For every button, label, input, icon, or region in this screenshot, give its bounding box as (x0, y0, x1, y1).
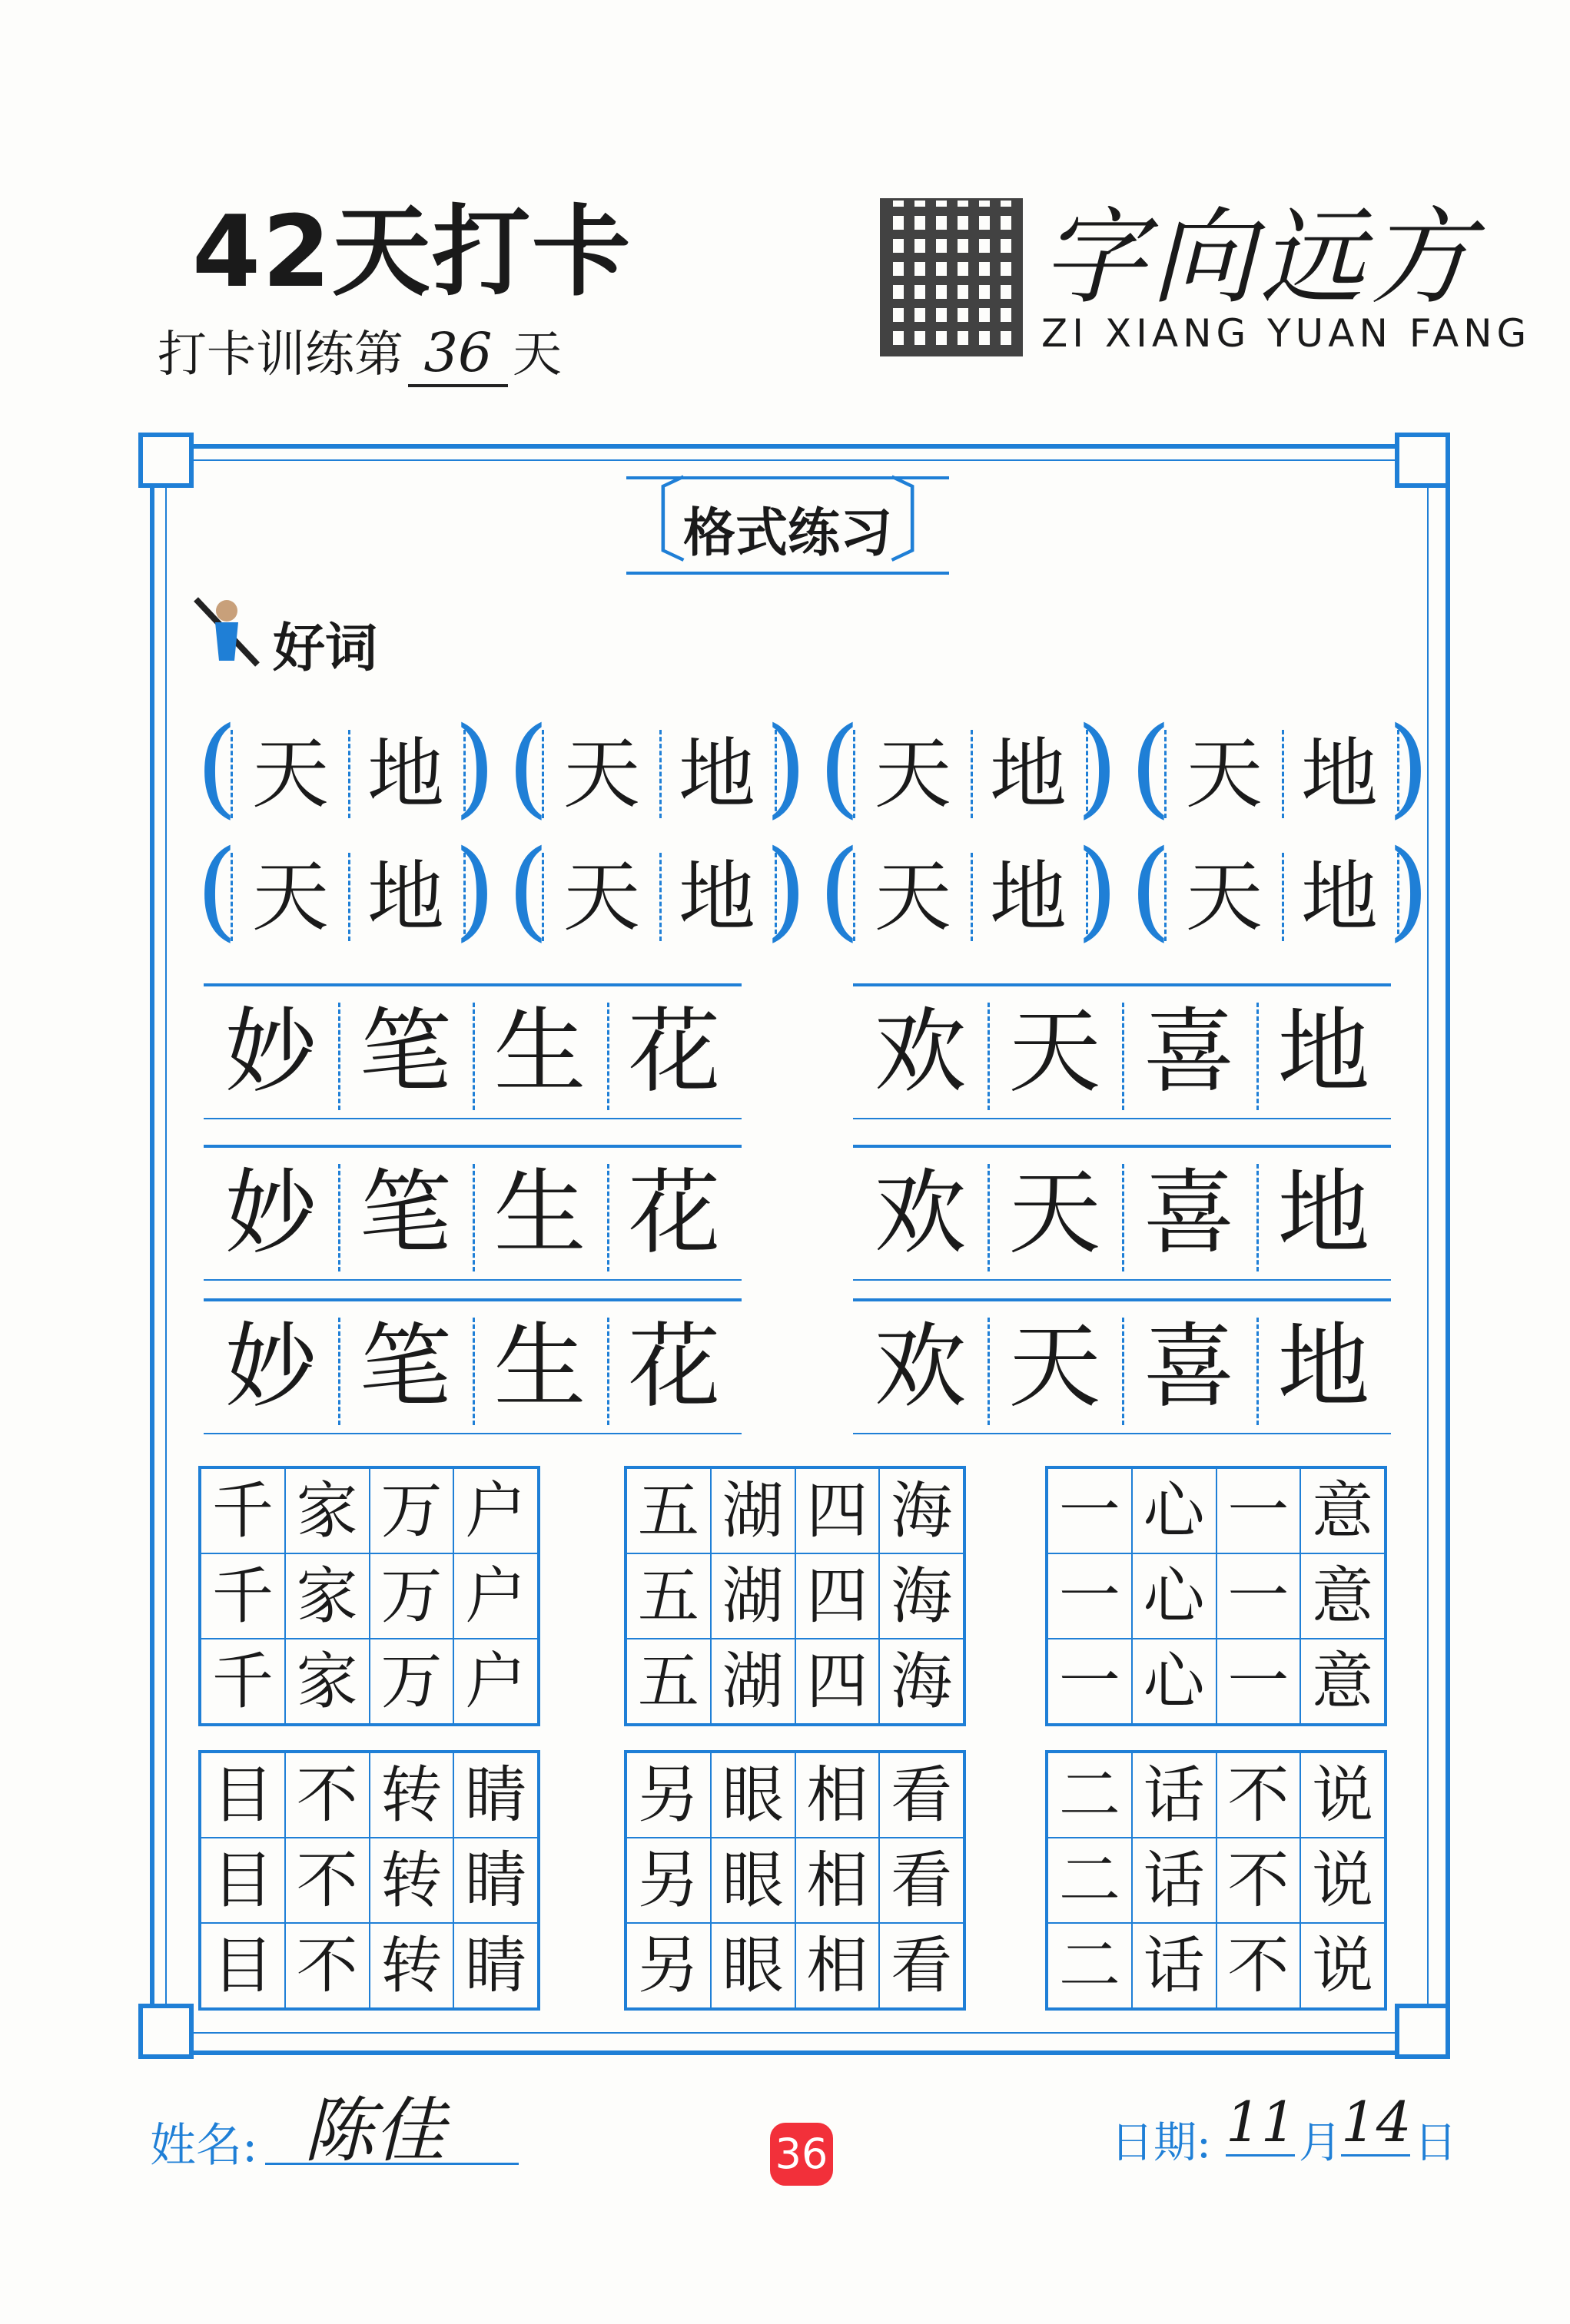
grid-cell: 四 (795, 1639, 880, 1725)
day-counter (158, 315, 562, 387)
grid-cell: 转 (370, 1838, 454, 1923)
paren-right-icon: ) (765, 827, 807, 953)
bracket-word-cell (196, 827, 496, 953)
grid-cell: 说 (1300, 1923, 1386, 2009)
idiom-char: 生 (493, 1160, 586, 1267)
idiom-char: 笔 (359, 999, 452, 1106)
lined-idiom-block (204, 983, 742, 1133)
section-title: 格式练习 (682, 503, 892, 564)
grid-cell: 相 (795, 1752, 880, 1838)
grid-cell: 心 (1132, 1467, 1217, 1553)
word-char: 天 (875, 852, 951, 942)
frame-corner-ornament (1395, 2004, 1450, 2059)
word-char: 地 (1301, 729, 1378, 819)
paren-right-icon: ) (453, 704, 496, 830)
grid-cell: 四 (795, 1553, 880, 1639)
idiom-char: 地 (1277, 999, 1370, 1106)
grid-cell: 湖 (711, 1553, 795, 1639)
word-char: 天 (1186, 852, 1263, 942)
idiom-char: 花 (628, 999, 721, 1106)
word-char: 地 (990, 729, 1067, 819)
grid-row (1047, 1838, 1386, 1923)
banner-bracket-right-icon: 〕 (888, 469, 980, 575)
idiom-char: 花 (628, 1314, 721, 1421)
grid-cell: 意 (1300, 1639, 1386, 1725)
grid-row (626, 1923, 964, 2009)
grid-cell: 一 (1047, 1639, 1132, 1725)
grid-cell: 千 (200, 1467, 285, 1553)
frame-corner-ornament (1395, 433, 1450, 488)
grid-cell: 意 (1300, 1553, 1386, 1639)
grid-cell: 话 (1132, 1923, 1217, 2009)
grid-cell: 意 (1300, 1467, 1386, 1553)
idiom-char: 喜 (1143, 999, 1236, 1106)
lined-idiom-block (853, 1145, 1391, 1295)
bracket-word-cell (1130, 704, 1429, 830)
grid-cell: 不 (1217, 1838, 1301, 1923)
paren-right-icon: ) (1387, 704, 1429, 830)
paren-left-icon: ( (507, 704, 549, 830)
banner-bracket-left-icon: 〔 (596, 469, 688, 575)
word-char: 地 (679, 729, 755, 819)
date-day-label: 日 (1414, 2118, 1457, 2168)
grid-cell: 不 (1217, 1752, 1301, 1838)
grid-cell: 看 (879, 1923, 964, 2009)
words-heading: 好词 (273, 618, 378, 679)
grid-row (626, 1838, 964, 1923)
idiom-char: 地 (1277, 1314, 1370, 1421)
grid-cell: 另 (626, 1838, 711, 1923)
grid-cell: 说 (1300, 1752, 1386, 1838)
grid-cell: 眼 (711, 1752, 795, 1838)
paren-right-icon: ) (453, 827, 496, 953)
grid-cell: 眼 (711, 1838, 795, 1923)
grid-cell: 湖 (711, 1467, 795, 1553)
lined-idiom-block (204, 1145, 742, 1295)
grid-cell: 二 (1047, 1838, 1132, 1923)
grid-cell: 万 (370, 1639, 454, 1725)
grid-row (1047, 1752, 1386, 1838)
grid-row (200, 1467, 539, 1553)
grid-cell: 户 (453, 1553, 539, 1639)
bracket-word-cell (196, 704, 496, 830)
grid-cell: 一 (1217, 1553, 1301, 1639)
page-title: 42天打卡 (192, 195, 632, 310)
grid-cell: 海 (879, 1467, 964, 1553)
grid-cell: 湖 (711, 1639, 795, 1725)
idiom-grid (1045, 1750, 1387, 2011)
date-month-value: 11 (1226, 2090, 1295, 2157)
day-prefix: 打卡训练第 (158, 327, 403, 383)
name-label: 姓名: (150, 2119, 258, 2173)
grid-cell: 心 (1132, 1639, 1217, 1725)
grid-row (1047, 1467, 1386, 1553)
lined-idiom-block (853, 983, 1391, 1133)
idiom-char: 喜 (1143, 1314, 1236, 1421)
grid-cell: 目 (200, 1923, 285, 2009)
paren-right-icon: ) (1076, 704, 1118, 830)
grid-cell: 说 (1300, 1838, 1386, 1923)
grid-cell: 四 (795, 1467, 880, 1553)
grid-cell: 户 (453, 1639, 539, 1725)
grid-cell: 千 (200, 1639, 285, 1725)
idiom-char: 妙 (224, 1314, 317, 1421)
grid-cell: 不 (285, 1752, 370, 1838)
grid-row (626, 1553, 964, 1639)
grid-row (200, 1639, 539, 1725)
lined-idiom-block (204, 1298, 742, 1448)
idiom-char: 花 (628, 1160, 721, 1267)
grid-cell: 话 (1132, 1752, 1217, 1838)
idiom-char: 天 (1008, 999, 1101, 1106)
idiom-char: 生 (493, 1314, 586, 1421)
grid-row (626, 1467, 964, 1553)
grid-cell: 看 (879, 1838, 964, 1923)
grid-cell: 海 (879, 1553, 964, 1639)
idiom-char: 欢 (874, 1314, 967, 1421)
paren-left-icon: ( (818, 827, 861, 953)
grid-row (200, 1838, 539, 1923)
grid-cell: 家 (285, 1553, 370, 1639)
brand-logo-text: 字向远方 (1041, 197, 1478, 319)
section-banner (596, 469, 980, 575)
brand-latin: ZI XIANG YUAN FANG (1041, 311, 1532, 356)
word-char: 天 (1186, 729, 1263, 819)
grid-cell: 转 (370, 1923, 454, 2009)
day-suffix: 天 (513, 327, 562, 383)
idiom-char: 妙 (224, 1160, 317, 1267)
page-number-badge: 36 (770, 2123, 833, 2186)
grid-cell: 另 (626, 1752, 711, 1838)
grid-cell: 相 (795, 1838, 880, 1923)
grid-cell: 一 (1217, 1639, 1301, 1725)
paren-right-icon: ) (1076, 827, 1118, 953)
grid-cell: 睛 (453, 1752, 539, 1838)
grid-cell: 五 (626, 1639, 711, 1725)
bracket-word-cell (818, 704, 1118, 830)
word-char: 地 (367, 729, 444, 819)
word-char: 天 (252, 852, 329, 942)
grid-cell: 另 (626, 1923, 711, 2009)
grid-cell: 海 (879, 1639, 964, 1725)
date-day-value: 14 (1341, 2090, 1410, 2157)
idiom-char: 欢 (874, 999, 967, 1106)
pen-icon (192, 592, 261, 668)
date-label: 日期: (1110, 2118, 1211, 2168)
idiom-char: 地 (1277, 1160, 1370, 1267)
idiom-grid (198, 1466, 540, 1726)
grid-cell: 相 (795, 1923, 880, 2009)
idiom-char: 欢 (874, 1160, 967, 1267)
grid-row (200, 1752, 539, 1838)
paren-right-icon: ) (765, 704, 807, 830)
frame-corner-ornament (138, 433, 194, 488)
idiom-char: 笔 (359, 1160, 452, 1267)
paren-left-icon: ( (196, 704, 238, 830)
grid-cell: 目 (200, 1838, 285, 1923)
bracket-word-cell (507, 704, 807, 830)
grid-row (200, 1553, 539, 1639)
grid-cell: 转 (370, 1752, 454, 1838)
paren-left-icon: ( (1130, 704, 1172, 830)
grid-cell: 万 (370, 1467, 454, 1553)
word-char: 天 (252, 729, 329, 819)
grid-cell: 目 (200, 1752, 285, 1838)
qr-code-icon (880, 198, 1023, 356)
paren-right-icon: ) (1387, 827, 1429, 953)
grid-row (200, 1923, 539, 2009)
word-char: 地 (1301, 852, 1378, 942)
word-char: 天 (563, 852, 640, 942)
bracket-word-cell (818, 827, 1118, 953)
word-char: 天 (563, 729, 640, 819)
idiom-grid (198, 1750, 540, 2011)
grid-cell: 户 (453, 1467, 539, 1553)
paren-left-icon: ( (818, 704, 861, 830)
grid-cell: 心 (1132, 1553, 1217, 1639)
grid-cell: 五 (626, 1553, 711, 1639)
grid-cell: 万 (370, 1553, 454, 1639)
grid-cell: 睛 (453, 1923, 539, 2009)
idiom-char: 笔 (359, 1314, 452, 1421)
grid-row (626, 1752, 964, 1838)
grid-cell: 二 (1047, 1923, 1132, 2009)
name-value: 陈佳 (304, 2090, 446, 2172)
grid-cell: 家 (285, 1467, 370, 1553)
grid-cell: 睛 (453, 1838, 539, 1923)
word-char: 地 (990, 852, 1067, 942)
day-number: 36 (408, 321, 508, 387)
idiom-grid (624, 1750, 966, 2011)
idiom-char: 天 (1008, 1314, 1101, 1421)
lined-idiom-block (853, 1298, 1391, 1448)
grid-cell: 家 (285, 1639, 370, 1725)
grid-cell: 不 (285, 1923, 370, 2009)
grid-cell: 不 (1217, 1923, 1301, 2009)
frame-corner-ornament (138, 2004, 194, 2059)
idiom-char: 天 (1008, 1160, 1101, 1267)
grid-cell: 看 (879, 1752, 964, 1838)
idiom-char: 妙 (224, 999, 317, 1106)
grid-cell: 不 (285, 1838, 370, 1923)
idiom-char: 生 (493, 999, 586, 1106)
grid-cell: 二 (1047, 1752, 1132, 1838)
grid-row (1047, 1639, 1386, 1725)
paren-left-icon: ( (1130, 827, 1172, 953)
grid-row (1047, 1553, 1386, 1639)
grid-cell: 一 (1217, 1467, 1301, 1553)
word-char: 地 (367, 852, 444, 942)
word-char: 天 (875, 729, 951, 819)
idiom-char: 喜 (1143, 1160, 1236, 1267)
paren-left-icon: ( (507, 827, 549, 953)
idiom-grid (624, 1466, 966, 1726)
word-char: 地 (679, 852, 755, 942)
grid-cell: 话 (1132, 1838, 1217, 1923)
grid-row (1047, 1923, 1386, 2009)
bracket-word-cell (507, 827, 807, 953)
grid-row (626, 1639, 964, 1725)
bracket-word-cell (1130, 827, 1429, 953)
grid-cell: 五 (626, 1467, 711, 1553)
grid-cell: 一 (1047, 1553, 1132, 1639)
grid-cell: 千 (200, 1553, 285, 1639)
grid-cell: 眼 (711, 1923, 795, 2009)
paren-left-icon: ( (196, 827, 238, 953)
idiom-grid (1045, 1466, 1387, 1726)
date-month-label: 月 (1299, 2118, 1342, 2168)
grid-cell: 一 (1047, 1467, 1132, 1553)
